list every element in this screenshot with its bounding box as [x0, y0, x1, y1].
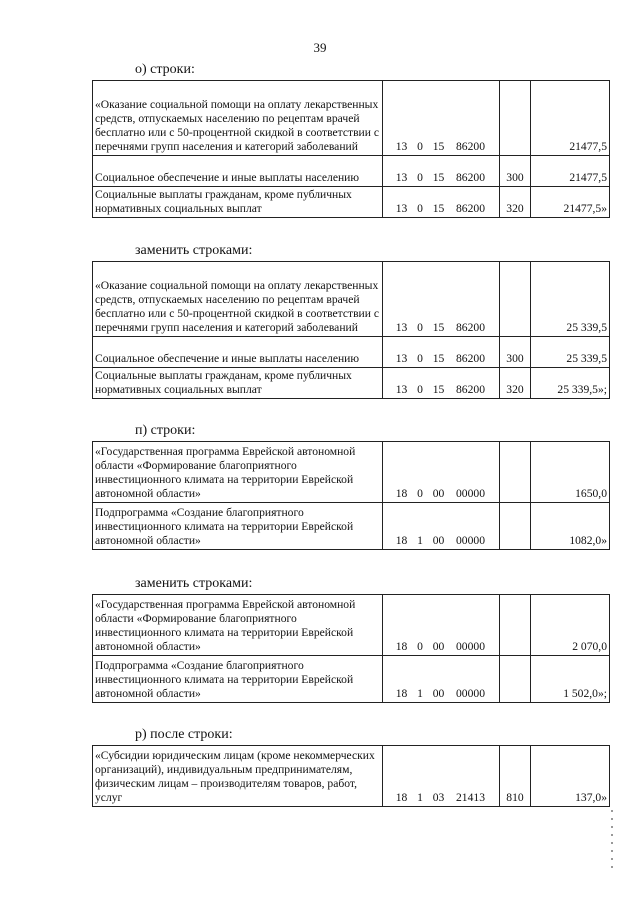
row-name: Социальные выплаты гражданам, кроме публичных нормативных социальных выплат — [93, 187, 383, 218]
expense-type — [500, 81, 531, 156]
expense-type — [500, 442, 531, 503]
code-3: 00 — [432, 534, 445, 547]
code-4: 00000 — [456, 687, 485, 700]
section-heading: р) после строки: — [135, 727, 233, 742]
code-3: 03 — [432, 791, 445, 804]
amount: 1 502,0»; — [531, 656, 610, 703]
amount: 25 339,5 — [531, 262, 610, 337]
table-row — [93, 368, 610, 399]
code-2: 1 — [417, 687, 423, 700]
row-name: «Оказание социальной помощи на оплату лекарственных средств, отпускаемых населению по рецептам врачей бесплатно или с 50-процентной скидкой в соответствии с перечнями групп населения и категорий заболеваний — [93, 81, 383, 156]
code-4: 86200 — [456, 140, 485, 153]
row-codes — [383, 503, 500, 550]
table-row — [93, 262, 610, 337]
code-2: 0 — [417, 640, 423, 653]
amount: 2 070,0 — [531, 595, 610, 656]
code-4: 00000 — [456, 534, 485, 547]
code-1: 13 — [395, 352, 408, 365]
code-2: 0 — [417, 140, 423, 153]
expense-type: 320 — [500, 368, 531, 399]
table-row — [93, 746, 610, 807]
table-row — [93, 81, 610, 156]
row-codes — [383, 187, 500, 218]
expense-type — [500, 262, 531, 337]
code-3: 15 — [432, 140, 445, 153]
code-1: 18 — [395, 791, 408, 804]
amount: 1650,0 — [531, 442, 610, 503]
row-name: Подпрограмма «Создание благоприятного инвестиционного климата на территории Еврейской автономной области» — [93, 503, 383, 550]
row-codes — [383, 595, 500, 656]
budget-table — [92, 80, 610, 218]
code-4: 86200 — [456, 352, 485, 365]
code-1: 13 — [395, 383, 408, 396]
code-4: 86200 — [456, 383, 485, 396]
row-codes — [383, 156, 500, 187]
scan-margin-marks — [611, 810, 613, 880]
code-4: 00000 — [456, 487, 485, 500]
table-row — [93, 187, 610, 218]
table-row — [93, 656, 610, 703]
table-row — [93, 595, 610, 656]
expense-type — [500, 503, 531, 550]
budget-table — [92, 745, 610, 807]
code-4: 00000 — [456, 640, 485, 653]
row-codes — [383, 337, 500, 368]
code-3: 00 — [432, 640, 445, 653]
code-3: 15 — [432, 171, 445, 184]
row-codes — [383, 656, 500, 703]
code-2: 0 — [417, 487, 423, 500]
table-row — [93, 337, 610, 368]
expense-type: 300 — [500, 337, 531, 368]
page-number: 39 — [313, 40, 327, 55]
code-2: 0 — [417, 202, 423, 215]
code-1: 13 — [395, 321, 408, 334]
code-2: 1 — [417, 534, 423, 547]
row-codes — [383, 746, 500, 807]
expense-type: 300 — [500, 156, 531, 187]
table-row — [93, 156, 610, 187]
row-name: «Государственная программа Еврейской автономной области «Формирование благоприятного инвестиционного климата на территории Еврейской автономной области» — [93, 595, 383, 656]
section-heading: заменить строками: — [135, 243, 253, 258]
amount: 21477,5 — [531, 81, 610, 156]
amount: 21477,5» — [531, 187, 610, 218]
row-codes — [383, 262, 500, 337]
table-row — [93, 503, 610, 550]
row-name: «Государственная программа Еврейской автономной области «Формирование благоприятного инвестиционного климата на территории Еврейской автономной области» — [93, 442, 383, 503]
row-codes — [383, 368, 500, 399]
expense-type — [500, 595, 531, 656]
budget-table — [92, 441, 610, 550]
expense-type — [500, 656, 531, 703]
table-row — [93, 442, 610, 503]
code-3: 00 — [432, 687, 445, 700]
row-name: Социальные выплаты гражданам, кроме публичных нормативных социальных выплат — [93, 368, 383, 399]
budget-table — [92, 594, 610, 703]
section-heading: п) строки: — [135, 423, 196, 438]
amount: 21477,5 — [531, 156, 610, 187]
row-name: «Оказание социальной помощи на оплату лекарственных средств, отпускаемых населению по рецептам врачей бесплатно или с 50-процентной скидкой в соответствии с перечнями групп населения и категорий заболеваний — [93, 262, 383, 337]
code-1: 18 — [395, 640, 408, 653]
expense-type: 810 — [500, 746, 531, 807]
row-name: «Субсидии юридическим лицам (кроме некоммерческих организаций), индивидуальным предпринимателям, физическим лицам – производителям товаров, работ, услуг — [93, 746, 383, 807]
code-4: 86200 — [456, 171, 485, 184]
amount: 25 339,5 — [531, 337, 610, 368]
code-3: 15 — [432, 202, 445, 215]
row-name: Социальное обеспечение и иные выплаты населению — [93, 156, 383, 187]
code-1: 13 — [395, 202, 408, 215]
section-heading: о) строки: — [135, 62, 195, 77]
section-heading: заменить строками: — [135, 576, 253, 591]
amount: 25 339,5»; — [531, 368, 610, 399]
code-3: 15 — [432, 352, 445, 365]
row-codes — [383, 81, 500, 156]
code-1: 18 — [395, 687, 408, 700]
row-name: Подпрограмма «Создание благоприятного инвестиционного климата на территории Еврейской автономной области» — [93, 656, 383, 703]
code-4: 21413 — [456, 791, 485, 804]
code-3: 00 — [432, 487, 445, 500]
amount: 1082,0» — [531, 503, 610, 550]
code-1: 18 — [395, 487, 408, 500]
code-4: 86200 — [456, 321, 485, 334]
expense-type: 320 — [500, 187, 531, 218]
row-name: Социальное обеспечение и иные выплаты населению — [93, 337, 383, 368]
budget-table — [92, 261, 610, 399]
code-2: 1 — [417, 791, 423, 804]
code-1: 13 — [395, 140, 408, 153]
code-4: 86200 — [456, 202, 485, 215]
code-3: 15 — [432, 321, 445, 334]
code-1: 18 — [395, 534, 408, 547]
code-2: 0 — [417, 321, 423, 334]
code-3: 15 — [432, 383, 445, 396]
code-2: 0 — [417, 383, 423, 396]
code-1: 13 — [395, 171, 408, 184]
amount: 137,0» — [531, 746, 610, 807]
code-2: 0 — [417, 352, 423, 365]
code-2: 0 — [417, 171, 423, 184]
row-codes — [383, 442, 500, 503]
